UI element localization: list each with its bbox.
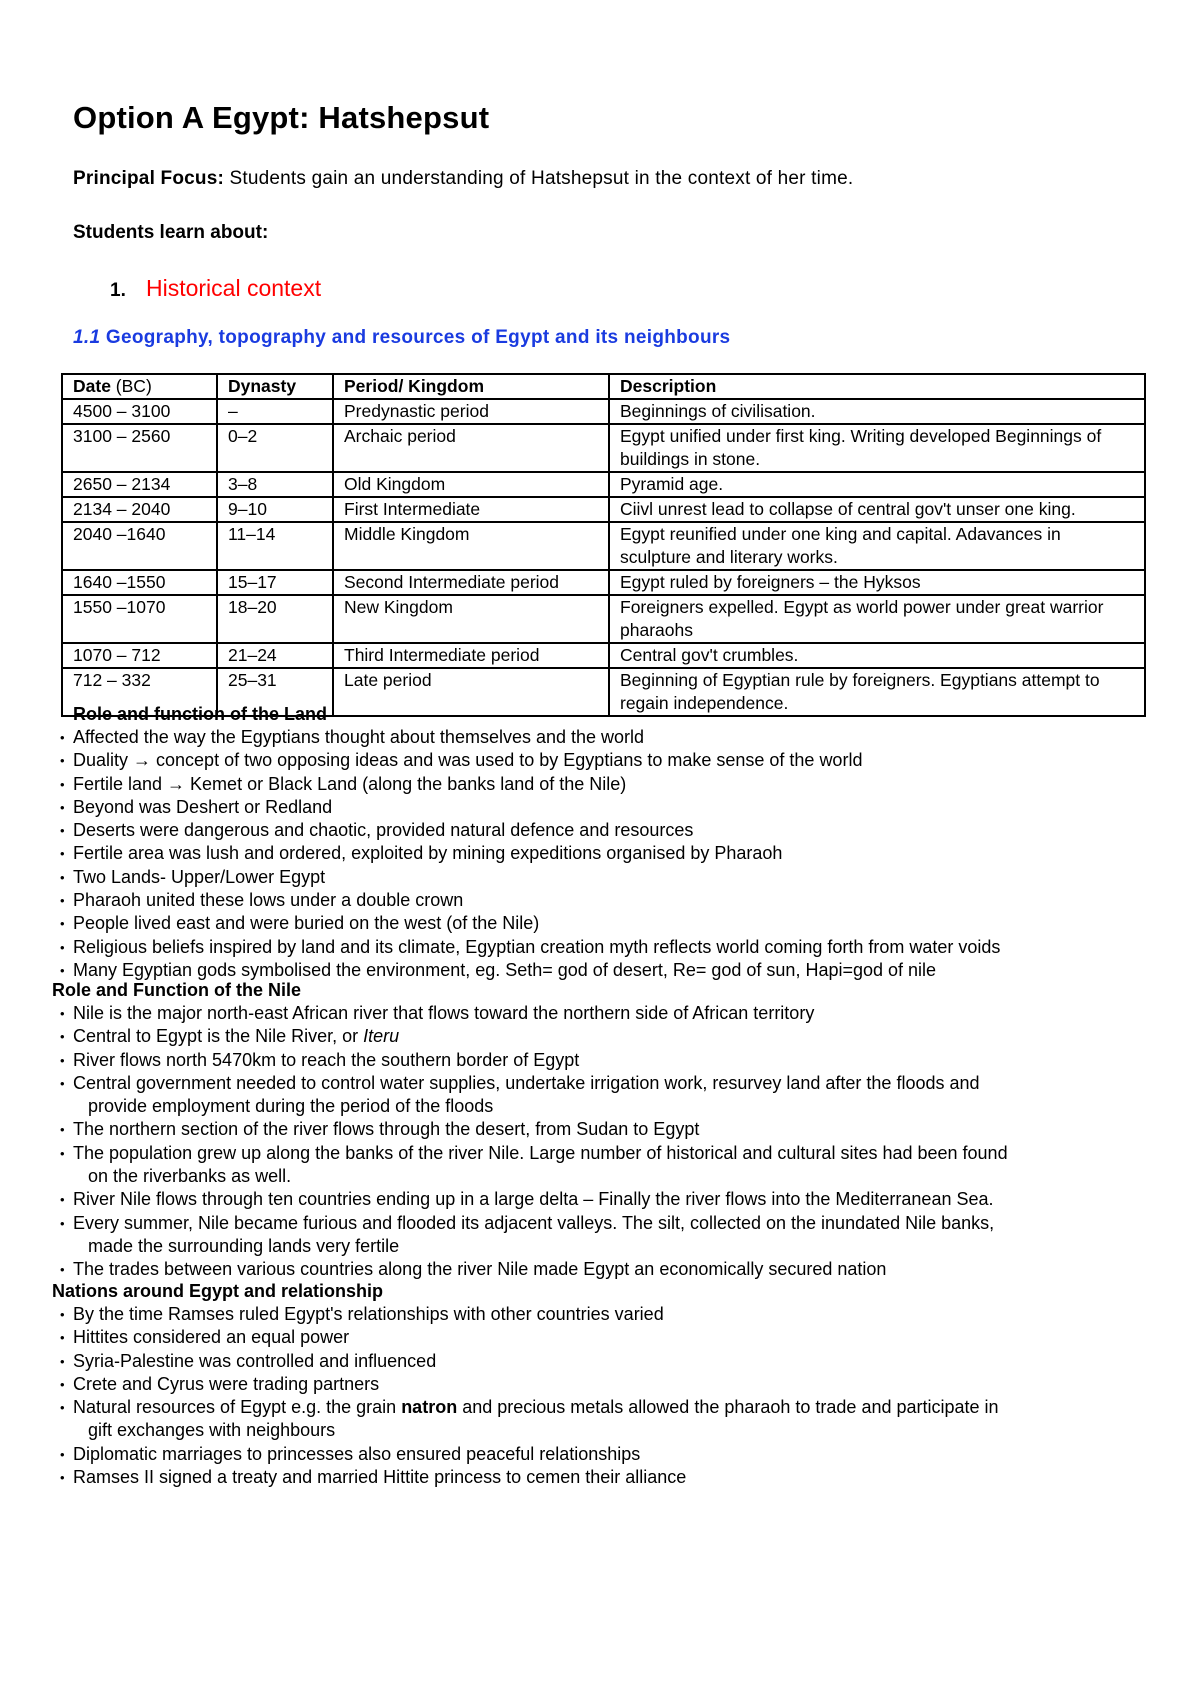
- nations-item-text: Natural resources of Egypt e.g. the grain: [73, 1397, 402, 1418]
- section-heading: [110, 275, 321, 302]
- land-item: [60, 912, 1123, 935]
- cell-description: Foreigners expelled. Egypt as world power under great warrior pharaohs: [609, 595, 1145, 643]
- bullet-icon: •: [60, 1446, 65, 1462]
- nile-item: [60, 1142, 1123, 1189]
- cell-dynasty: 9–10: [217, 497, 333, 522]
- cell-period: Archaic period: [333, 424, 609, 472]
- nations-item-text: By the time Ramses ruled Egypt's relationships with other countries varied: [73, 1304, 664, 1324]
- cell-date: 1070 – 712: [62, 643, 217, 668]
- bullet-icon: •: [60, 1122, 65, 1138]
- nile-item: [60, 1212, 1123, 1259]
- bullet-icon: •: [60, 1029, 65, 1045]
- bullet-icon: •: [60, 753, 65, 769]
- nations-item: [60, 1326, 1123, 1349]
- nile-list: [60, 1002, 1123, 1282]
- nile-item: [60, 1258, 1123, 1281]
- nile-item-text: The trades between various countries along the river Nile made Egypt an economically secured nation: [73, 1259, 887, 1280]
- bullet-icon: •: [60, 1330, 65, 1346]
- table-row: [62, 643, 1145, 668]
- section-title: Historical context: [146, 275, 322, 301]
- land-item-text: People lived east and were buried on the west (of the Nile): [73, 913, 540, 934]
- bullet-icon: •: [60, 1376, 65, 1392]
- bullet-icon: •: [60, 1075, 65, 1091]
- cell-description: Egypt ruled by foreigners – the Hyksos: [609, 570, 1145, 595]
- cell-period: Old Kingdom: [333, 472, 609, 497]
- land-item-text: Many Egyptian gods symbolised the environment, eg. Seth= god of desert, Re= god of sun, Hapi=god of nile: [73, 959, 937, 980]
- bullet-icon: •: [60, 962, 65, 978]
- cell-date: 2650 – 2134: [62, 472, 217, 497]
- header-date: Date (BC): [62, 374, 217, 399]
- nile-item-continuation: made the surrounding lands very fertile: [88, 1235, 400, 1256]
- nile-item-text: Central to Egypt is the Nile River, or: [73, 1026, 364, 1047]
- cell-period: Predynastic period: [333, 399, 609, 424]
- principal-focus-text: Students gain an understanding of Hatshepsut in the context of her time.: [224, 168, 854, 189]
- nations-item-text: Diplomatic marriages to princesses also ensured peaceful relationships: [73, 1443, 641, 1464]
- header-description: Description: [609, 374, 1145, 399]
- nations-item: [60, 1373, 1123, 1396]
- cell-date: 1550 –1070: [62, 595, 217, 643]
- page-title: Option A Egypt: Hatshepsut: [73, 100, 490, 135]
- subsection-heading: [73, 327, 730, 349]
- nile-item-text: Central government needed to control water supplies, undertake irrigation work, resurvey land after the floods and: [73, 1072, 980, 1093]
- nile-item-emphasis: Iteru: [363, 1026, 400, 1047]
- cell-date: 1640 –1550: [62, 570, 217, 595]
- land-item: [60, 936, 1123, 959]
- bullet-icon: •: [60, 1307, 65, 1322]
- bullet-icon: •: [60, 1145, 65, 1161]
- cell-period: First Intermediate: [333, 497, 609, 522]
- land-item: [60, 726, 1123, 749]
- nile-item: [60, 1118, 1123, 1141]
- table-row: [62, 570, 1145, 595]
- nations-item-text-cont: and precious metals allowed the pharaoh to trade and participate in: [457, 1397, 999, 1418]
- nile-item-text: Every summer, Nile became furious and flooded its adjacent valleys. The silt, collected on the inundated Nile banks,: [73, 1212, 995, 1233]
- cell-dynasty: 21–24: [217, 643, 333, 668]
- cell-dynasty: 3–8: [217, 472, 333, 497]
- bullet-icon: •: [60, 1006, 65, 1021]
- nations-item-text: Hittites considered an equal power: [73, 1327, 350, 1348]
- land-item-text: Beyond was Deshert or Redland: [73, 796, 333, 817]
- nations-item: [60, 1396, 1123, 1443]
- land-item-text: Deserts were dangerous and chaotic, provided natural defence and resources: [73, 820, 694, 841]
- nile-item: [60, 1072, 1123, 1119]
- bullet-icon: •: [60, 823, 65, 839]
- land-item-text: Duality → concept of two opposing ideas and was used to by Egyptians to make sense of the world: [73, 750, 863, 771]
- bullet-icon: •: [60, 1400, 65, 1416]
- cell-period: Third Intermediate period: [333, 643, 609, 668]
- cell-dynasty: 18–20: [217, 595, 333, 643]
- nile-item-text: The northern section of the river flows through the desert, from Sudan to Egypt: [73, 1119, 700, 1140]
- table-row: [62, 595, 1145, 643]
- table-row: [62, 472, 1145, 497]
- land-item: [60, 796, 1123, 819]
- bullet-icon: •: [60, 776, 65, 792]
- bullet-icon: •: [60, 869, 65, 885]
- cell-description: Pyramid age.: [609, 472, 1145, 497]
- land-item: [60, 842, 1123, 865]
- principal-focus: [73, 168, 853, 190]
- cell-period: New Kingdom: [333, 595, 609, 643]
- nations-item-continuation: gift exchanges with neighbours: [88, 1420, 336, 1441]
- cell-dynasty: 15–17: [217, 570, 333, 595]
- bullet-icon: •: [60, 1470, 65, 1486]
- dynasty-table: [61, 373, 1146, 717]
- land-item: [60, 866, 1123, 889]
- nile-item-continuation: on the riverbanks as well.: [88, 1166, 292, 1187]
- nile-item: [60, 1002, 1123, 1025]
- bullet-icon: •: [60, 1052, 65, 1068]
- nations-list: [60, 1303, 1123, 1489]
- nile-item-text: River Nile flows through ten countries ending up in a large delta – Finally the river flows into the Mediterranean Sea.: [73, 1189, 994, 1210]
- nile-item: [60, 1049, 1123, 1072]
- nile-item-continuation: provide employment during the period of the floods: [88, 1096, 494, 1117]
- cell-description: Egypt unified under first king. Writing developed Beginnings of buildings in stone.: [609, 424, 1145, 472]
- cell-period: Late period: [333, 668, 609, 716]
- bullet-icon: •: [60, 1262, 65, 1278]
- land-section: [60, 703, 1123, 982]
- cell-description: Beginning of Egyptian rule by foreigners. Egyptians attempt to regain independence.: [609, 668, 1145, 716]
- principal-focus-label: Principal Focus:: [73, 168, 225, 189]
- bullet-icon: •: [60, 1192, 65, 1208]
- land-item: [60, 749, 1123, 772]
- bullet-icon: •: [60, 846, 65, 862]
- land-item: [60, 773, 1123, 796]
- nations-heading: Nations around Egypt and relationship: [52, 1281, 384, 1301]
- nile-item-text: Nile is the major north-east African river that flows toward the northern side of African territory: [73, 1003, 815, 1023]
- table-header-row: [62, 374, 1145, 399]
- cell-date: 3100 – 2560: [62, 424, 217, 472]
- cell-date: 712 – 332: [62, 668, 217, 716]
- table-row: [62, 497, 1145, 522]
- section-number: 1.: [110, 280, 126, 301]
- nile-item-text: River flows north 5470km to reach the southern border of Egypt: [73, 1049, 580, 1070]
- cell-period: Second Intermediate period: [333, 570, 609, 595]
- bullet-icon: •: [60, 939, 65, 955]
- cell-dynasty: 0–2: [217, 424, 333, 472]
- table-row: [62, 424, 1145, 472]
- table-row: [62, 522, 1145, 570]
- learn-heading: Students learn about:: [73, 222, 269, 243]
- cell-dynasty: 25–31: [217, 668, 333, 716]
- cell-date: 2134 – 2040: [62, 497, 217, 522]
- bullet-icon: •: [60, 1215, 65, 1231]
- nations-item: [60, 1350, 1123, 1373]
- header-period: Period/ Kingdom: [333, 374, 609, 399]
- bullet-icon: •: [60, 799, 65, 815]
- land-item-text: Two Lands- Upper/Lower Egypt: [73, 866, 326, 887]
- land-item: [60, 819, 1123, 842]
- nations-item: [60, 1443, 1123, 1466]
- nations-item: [60, 1466, 1123, 1489]
- bullet-icon: •: [60, 1353, 65, 1369]
- bullet-icon: •: [60, 893, 65, 909]
- land-list: [60, 726, 1123, 982]
- nations-section: [52, 1280, 1123, 1489]
- bullet-icon: •: [60, 916, 65, 932]
- cell-period: Middle Kingdom: [333, 522, 609, 570]
- cell-description: Egypt reunified under one king and capital. Adavances in sculpture and literary works.: [609, 522, 1145, 570]
- nile-section: [52, 979, 1123, 1282]
- nile-item: [60, 1188, 1123, 1211]
- header-dynasty: Dynasty: [217, 374, 333, 399]
- nations-item-text: Syria-Palestine was controlled and influenced: [73, 1350, 437, 1371]
- cell-date: 2040 –1640: [62, 522, 217, 570]
- cell-description: Central gov't crumbles.: [609, 643, 1145, 668]
- cell-description: Ciivl unrest lead to collapse of central gov't unser one king.: [609, 497, 1145, 522]
- land-item-text: Fertile area was lush and ordered, exploited by mining expeditions organised by Pharaoh: [73, 843, 783, 864]
- land-item: [60, 889, 1123, 912]
- land-heading: Role and function of the Land: [73, 704, 327, 724]
- cell-dynasty: 11–14: [217, 522, 333, 570]
- cell-dynasty: –: [217, 399, 333, 424]
- nile-item: [60, 1025, 1123, 1048]
- cell-description: Beginnings of civilisation.: [609, 399, 1145, 424]
- land-item-text: Pharaoh united these lows under a double crown: [73, 890, 464, 911]
- nile-heading: Role and Function of the Nile: [52, 980, 301, 1000]
- land-item-text: Religious beliefs inspired by land and its climate, Egyptian creation myth reflects world coming forth from water voids: [73, 936, 1001, 957]
- nations-item: [60, 1303, 1123, 1326]
- cell-date: 4500 – 3100: [62, 399, 217, 424]
- nile-item-text: The population grew up along the banks of the river Nile. Large number of historical and cultural sites had been found: [73, 1142, 1008, 1163]
- nations-item-text: Crete and Cyrus were trading partners: [73, 1373, 380, 1394]
- nations-item-strong: natron: [401, 1397, 458, 1418]
- land-item-text: Fertile land → Kemet or Black Land (along the banks land of the Nile): [73, 773, 627, 794]
- nations-item-text: Ramses II signed a treaty and married Hittite princess to cemen their alliance: [73, 1467, 687, 1488]
- subsection-number: 1.1: [73, 327, 101, 348]
- land-item-text: Affected the way the Egyptians thought about themselves and the world: [73, 727, 645, 747]
- bullet-icon: •: [60, 730, 65, 745]
- subsection-title: Geography, topography and resources of Egypt and its neighbours: [100, 327, 731, 348]
- table-row: [62, 399, 1145, 424]
